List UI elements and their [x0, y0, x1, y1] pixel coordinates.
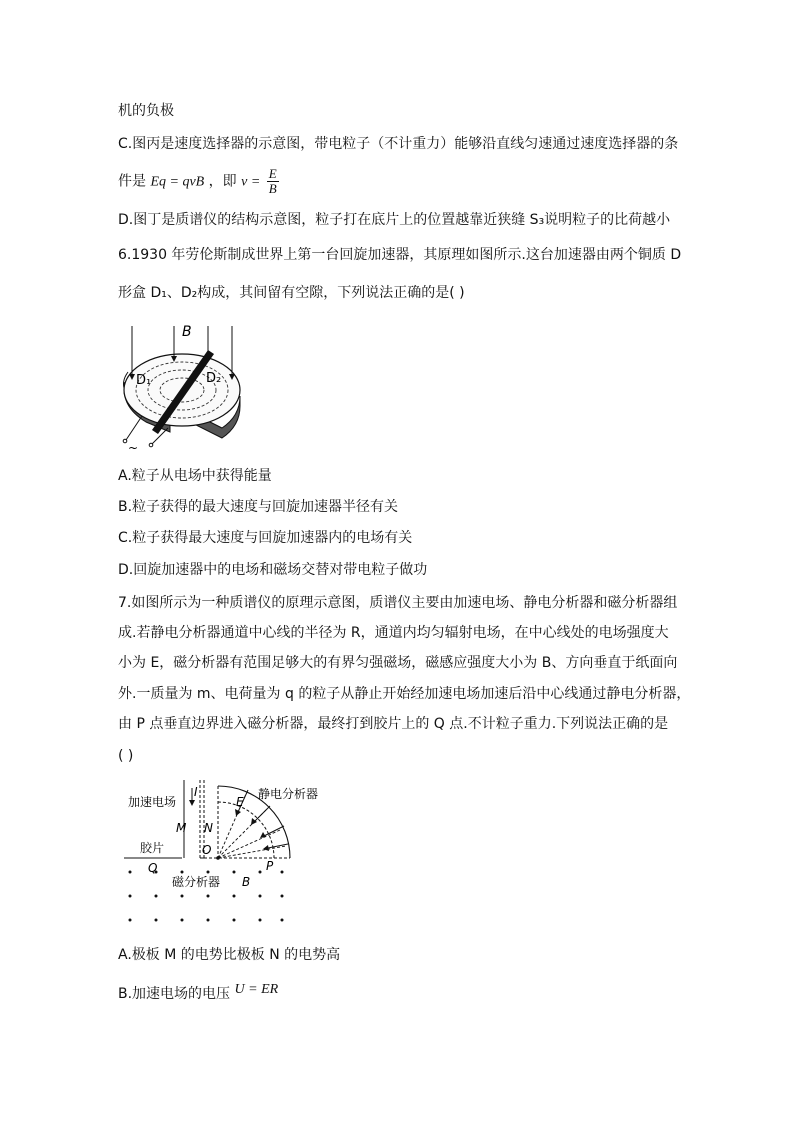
q7-stem-line4: 外.一质量为 m、电荷量为 q 的粒子从静止开始经加速电场加速后沿中心线通过静电分析器， — [118, 686, 691, 702]
cyclotron-label-d1: D₁ — [136, 373, 152, 388]
q5-option-c-v: v = — [241, 174, 261, 190]
ms-label-esa: 静电分析器 — [258, 787, 319, 801]
ms-label-accel: 加速电场 — [128, 795, 177, 809]
q6-option-a: A.粒子从电场中获得能量 — [118, 468, 272, 484]
cyclotron-figure — [112, 320, 252, 452]
ms-label-b: B — [242, 875, 251, 889]
ms-label-m: M — [176, 821, 187, 835]
ms-label-p: P — [266, 859, 274, 873]
fraction-denominator: B — [268, 181, 277, 196]
ms-label-i: I — [194, 785, 198, 799]
q6-option-d: D.回旋加速器中的电场和磁场交替对带电粒子做功 — [118, 562, 428, 578]
q5-option-d: D.图丁是质谱仪的结构示意图，粒子打在底片上的位置越靠近狭缝 S₃说明粒子的比荷越小 — [118, 212, 671, 228]
q7-stem-line5: 由 P 点垂直边界进入磁分析器，最终打到胶片上的 Q 点.不计粒子重力.下列说法正确的是 — [118, 716, 669, 732]
fraction-numerator: E — [268, 166, 277, 181]
mass-spectrometer-figure — [120, 776, 340, 928]
q7-stem-line6: ( ) — [118, 748, 134, 764]
q5-option-c-mid: ，即 — [208, 173, 237, 190]
ms-label-q: Q — [148, 861, 158, 875]
q5-option-c: C.图丙是速度选择器的示意图，带电粒子（不计重力）能够沿直线匀速通过速度选择器的条 — [118, 136, 679, 152]
q6-stem-line2: 形盒 D₁、D₂构成，其间留有空隙，下列说法正确的是( ) — [118, 285, 465, 301]
q6-stem-line1: 6.1930 年劳伦斯制成世界上第一台回旋加速器，其原理如图所示.这台加速器由两个铜质 D — [118, 247, 682, 263]
q7-stem-line2: 成.若静电分析器通道中心线的半径为 R，通道内均匀辐射电场，在中心线处的电场强度大 — [118, 625, 669, 641]
cyclotron-label-ac: ~ — [128, 441, 139, 452]
ms-label-msa: 磁分析器 — [172, 875, 221, 889]
q6-option-c: C.粒子获得最大速度与回旋加速器内的电场有关 — [118, 530, 413, 546]
ms-label-o: O — [202, 843, 212, 857]
q5-option-c-prefix: 件是 — [118, 173, 146, 190]
q5-option-c-fraction — [267, 167, 279, 196]
cyclotron-label-d2: D₂ — [206, 371, 222, 386]
ms-label-n: N — [204, 821, 213, 835]
q7-stem-line3: 小为 E，磁分析器有范围足够大的有界匀强磁场，磁感应强度大小为 B、方向垂直于纸面向 — [118, 655, 678, 671]
q7-option-b-prefix: B.加速电场的电压 — [118, 986, 231, 1002]
q7-option-a: A.极板 M 的电势比极板 N 的电势高 — [118, 947, 341, 963]
q7-option-b — [118, 984, 278, 1005]
q7-stem-line1: 7.如图所示为一种质谱仪的原理示意图，质谱仪主要由加速电场、静电分析器和磁分析器组 — [118, 595, 678, 611]
ms-label-e: E — [236, 795, 244, 809]
q5-tail: 机的负极 — [118, 103, 174, 119]
q6-option-b: B.粒子获得的最大速度与回旋加速器半径有关 — [118, 499, 399, 515]
q7-option-b-eq: U = ER — [234, 982, 279, 997]
q5-option-c-cont — [118, 167, 279, 196]
ms-label-film: 胶片 — [140, 841, 165, 855]
cyclotron-label-b: B — [182, 324, 192, 340]
q5-option-c-eq1: Eq = qvB — [150, 174, 205, 190]
